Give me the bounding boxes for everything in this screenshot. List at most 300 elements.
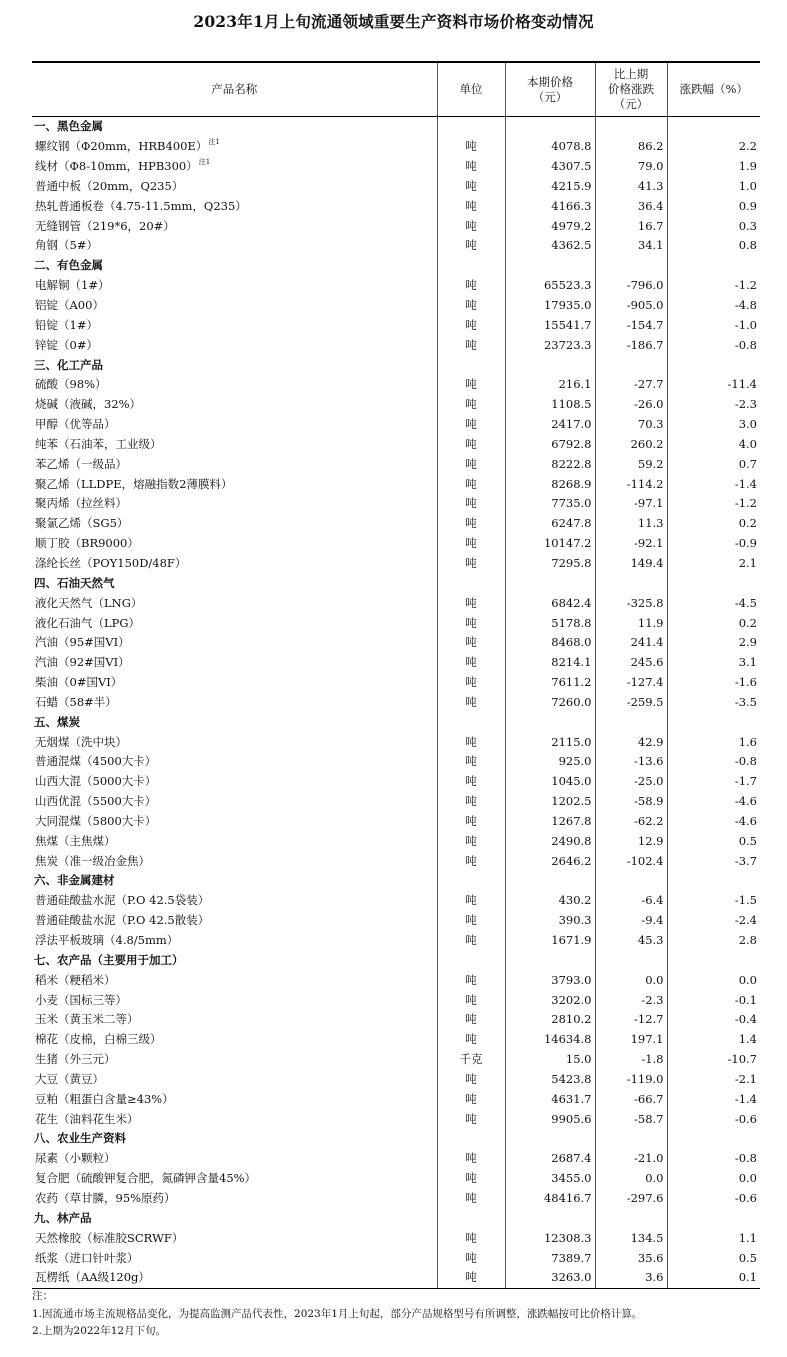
table-row <box>32 812 760 832</box>
note-2: 2.上期为2022年12月下旬。 <box>32 1325 167 1337</box>
table-row <box>32 911 760 931</box>
category-name: 三、化工产品 <box>32 355 437 375</box>
change-percent-cell: -1.2 <box>734 496 757 511</box>
price-change-cell: -154.7 <box>595 315 667 335</box>
empty-cell <box>667 1208 760 1228</box>
empty-cell <box>437 1129 505 1149</box>
price-change-cell: -26.0 <box>595 395 667 415</box>
header-current-price-line1: 本期价格 <box>527 74 573 89</box>
unit-cell: 吨 <box>437 990 505 1010</box>
empty-cell <box>667 573 760 593</box>
price-change-cell: -297.6 <box>595 1189 667 1209</box>
table-row <box>32 673 760 693</box>
unit-cell: 吨 <box>437 1228 505 1248</box>
category-name: 八、农业生产资料 <box>32 1129 437 1149</box>
empty-cell <box>437 573 505 593</box>
table-row <box>32 1030 760 1050</box>
price-change-cell: 149.4 <box>595 554 667 574</box>
price-change-cell: -1.8 <box>595 1050 667 1070</box>
change-percent-cell: 0.2 <box>738 516 757 531</box>
change-percent-cell: -11.4 <box>727 377 757 392</box>
table-row <box>32 276 760 296</box>
table-row <box>32 1268 760 1288</box>
product-name-cell <box>32 137 437 157</box>
table-row <box>32 454 760 474</box>
table-row <box>32 296 760 316</box>
change-percent-cell: -0.8 <box>734 337 757 352</box>
product-name: 大豆（黄豆） <box>35 1071 104 1086</box>
product-name: 烧碱（液碱，32%） <box>35 397 142 412</box>
price-change-cell: 12.9 <box>595 831 667 851</box>
product-name: 生猪（外三元） <box>35 1052 116 1067</box>
current-price-cell: 3202.0 <box>505 990 595 1010</box>
current-price-cell: 65523.3 <box>505 276 595 296</box>
unit-cell: 吨 <box>437 1169 505 1189</box>
product-name-cell <box>32 772 437 792</box>
current-price-cell: 8268.9 <box>505 474 595 494</box>
change-percent-cell: 3.0 <box>738 417 757 432</box>
change-percent-cell: -2.4 <box>734 913 757 928</box>
table-row <box>32 891 760 911</box>
empty-cell <box>667 355 760 375</box>
current-price-cell: 14634.8 <box>505 1030 595 1050</box>
product-name-cell <box>32 1070 437 1090</box>
change-percent-cell: 0.1 <box>667 1268 760 1288</box>
product-name-cell <box>32 554 437 574</box>
change-percent-cell: -0.6 <box>734 1190 757 1205</box>
product-name-cell <box>32 1189 437 1209</box>
table-row <box>32 1189 760 1209</box>
table-row <box>32 653 760 673</box>
unit-cell: 吨 <box>437 395 505 415</box>
unit-cell: 吨 <box>437 375 505 395</box>
price-change-cell: -127.4 <box>595 673 667 693</box>
price-change-cell: 70.3 <box>595 415 667 435</box>
product-name: 农药（草甘膦，95%原药） <box>35 1190 176 1205</box>
empty-cell <box>595 256 667 276</box>
change-percent-cell: 0.7 <box>738 456 757 471</box>
product-name-cell <box>32 891 437 911</box>
change-percent-cell: -1.2 <box>734 278 757 293</box>
empty-cell <box>505 950 595 970</box>
product-name-cell <box>32 494 437 514</box>
product-name: 浮法平板玻璃（4.8/5mm） <box>35 933 179 948</box>
price-change-cell: -62.2 <box>595 812 667 832</box>
unit-cell: 吨 <box>437 673 505 693</box>
price-table <box>32 61 760 1289</box>
product-name: 普通中板（20mm，Q235） <box>35 178 184 193</box>
change-percent-cell: -4.5 <box>734 595 757 610</box>
price-change-cell: -12.7 <box>595 1010 667 1030</box>
price-change-cell: 16.7 <box>595 216 667 236</box>
price-change-cell: -114.2 <box>595 474 667 494</box>
category-row <box>32 871 760 891</box>
current-price-cell: 7389.7 <box>505 1248 595 1268</box>
product-name: 复合肥（硫酸钾复合肥，氮磷钾含量45%） <box>35 1171 257 1186</box>
product-name: 尿素（小颗粒） <box>35 1151 116 1166</box>
change-percent-cell: -1.7 <box>734 774 757 789</box>
empty-cell <box>595 355 667 375</box>
current-price-cell: 1267.8 <box>505 812 595 832</box>
current-price-cell: 1108.5 <box>505 395 595 415</box>
current-price-cell: 23723.3 <box>505 335 595 355</box>
product-name-cell <box>32 236 437 256</box>
price-change-cell: -58.9 <box>595 792 667 812</box>
price-change-cell: -905.0 <box>595 296 667 316</box>
product-name-cell <box>32 276 437 296</box>
unit-cell: 吨 <box>437 415 505 435</box>
table-body <box>32 117 760 1289</box>
product-name: 锌锭（0#） <box>35 337 98 352</box>
price-change-cell: -325.8 <box>595 593 667 613</box>
table-row <box>32 435 760 455</box>
price-change-cell: -97.1 <box>595 494 667 514</box>
change-percent-cell: 2.2 <box>738 139 757 154</box>
product-name-cell <box>32 1050 437 1070</box>
product-name-cell <box>32 990 437 1010</box>
current-price-cell: 6842.4 <box>505 593 595 613</box>
price-change-cell: -66.7 <box>595 1089 667 1109</box>
table-row <box>32 692 760 712</box>
unit-cell: 吨 <box>437 1089 505 1109</box>
header-price-change-line3: （元） <box>613 97 649 111</box>
table-row <box>32 554 760 574</box>
product-name: 聚氯乙烯（SG5） <box>35 516 129 531</box>
product-name-cell <box>32 792 437 812</box>
unit-cell: 吨 <box>437 653 505 673</box>
table-row <box>32 1010 760 1030</box>
table-row <box>32 395 760 415</box>
change-percent-cell: -10.7 <box>727 1052 757 1067</box>
unit-cell: 吨 <box>437 534 505 554</box>
product-name: 电解铜（1#） <box>35 278 110 293</box>
product-name: 焦炭（准一级冶金焦） <box>35 853 150 868</box>
header-unit: 单位 <box>437 62 505 117</box>
category-name: 九、林产品 <box>32 1208 437 1228</box>
product-name: 顺丁胶（BR9000） <box>35 536 139 551</box>
current-price-cell: 4166.3 <box>505 196 595 216</box>
table-row <box>32 335 760 355</box>
product-name: 纸浆（进口针叶浆） <box>35 1250 139 1265</box>
price-change-cell: -13.6 <box>595 752 667 772</box>
unit-cell: 吨 <box>437 732 505 752</box>
product-name-cell <box>32 633 437 653</box>
product-name: 汽油（95#国VI） <box>35 635 130 650</box>
product-name-cell <box>32 514 437 534</box>
unit-cell: 吨 <box>437 315 505 335</box>
change-percent-cell: -1.4 <box>734 476 757 491</box>
change-percent-cell: -0.1 <box>734 992 757 1007</box>
unit-cell: 吨 <box>437 792 505 812</box>
table-row <box>32 1070 760 1090</box>
change-percent-cell: -4.8 <box>734 298 757 313</box>
current-price-cell: 4362.5 <box>505 236 595 256</box>
product-name: 热轧普通板卷（4.75-11.5mm，Q235） <box>35 198 247 213</box>
unit-cell: 吨 <box>437 454 505 474</box>
table-row <box>32 315 760 335</box>
unit-cell: 吨 <box>437 1010 505 1030</box>
product-name: 角钢（5#） <box>35 238 98 253</box>
product-name: 焦煤（主焦煤） <box>35 833 116 848</box>
current-price-cell: 4078.8 <box>505 137 595 157</box>
product-name-cell <box>32 673 437 693</box>
header-price-change-line1: 比上期 <box>613 67 649 81</box>
price-change-cell: 34.1 <box>595 236 667 256</box>
price-change-cell: -102.4 <box>595 851 667 871</box>
product-name-cell <box>32 1109 437 1129</box>
unit-cell: 吨 <box>437 911 505 931</box>
change-percent-cell: 3.1 <box>738 655 757 670</box>
empty-cell <box>437 1208 505 1228</box>
unit-cell: 吨 <box>437 692 505 712</box>
category-name: 四、石油天然气 <box>32 573 437 593</box>
category-row <box>32 1208 760 1228</box>
product-name-cell <box>32 851 437 871</box>
current-price-cell: 2687.4 <box>505 1149 595 1169</box>
table-row <box>32 534 760 554</box>
current-price-cell: 15.0 <box>505 1050 595 1070</box>
product-name: 普通硅酸盐水泥（P.O 42.5散装） <box>35 913 210 928</box>
change-percent-cell: -0.8 <box>734 754 757 769</box>
table-row <box>32 157 760 177</box>
product-name-cell <box>32 177 437 197</box>
table-row <box>32 474 760 494</box>
unit-cell: 吨 <box>437 831 505 851</box>
category-row <box>32 256 760 276</box>
change-percent-cell: -2.1 <box>734 1071 757 1086</box>
product-name: 棉花（皮棉，白棉三级） <box>35 1032 162 1047</box>
unit-cell: 吨 <box>437 514 505 534</box>
category-row <box>32 712 760 732</box>
empty-cell <box>667 712 760 732</box>
change-percent-cell: 1.0 <box>738 178 757 193</box>
unit-cell: 吨 <box>437 613 505 633</box>
product-name: 聚丙烯（拉丝料） <box>35 496 127 511</box>
price-change-cell: 241.4 <box>595 633 667 653</box>
unit-cell: 吨 <box>437 157 505 177</box>
table-row <box>32 792 760 812</box>
current-price-cell: 2115.0 <box>505 732 595 752</box>
price-change-cell: 197.1 <box>595 1030 667 1050</box>
change-percent-cell: -0.9 <box>734 536 757 551</box>
table-row <box>32 196 760 216</box>
page-title: 2023年1月上旬流通领域重要生产资料市场价格变动情况 <box>193 12 594 31</box>
product-name-cell <box>32 415 437 435</box>
empty-cell <box>437 871 505 891</box>
category-name: 二、有色金属 <box>32 256 437 276</box>
price-change-cell: 11.9 <box>595 613 667 633</box>
note-1: 1.因流通市场主流规格品变化，为提高监测产品代表性，2023年1月上旬起，部分产品规格型号有所调整，涨跌幅按可比价格计算。 <box>32 1307 643 1320</box>
product-name-cell <box>32 375 437 395</box>
table-row <box>32 613 760 633</box>
product-name-cell <box>32 752 437 772</box>
empty-cell <box>505 355 595 375</box>
empty-cell <box>505 871 595 891</box>
change-percent-cell: -1.4 <box>734 1091 757 1106</box>
product-name-cell <box>32 911 437 931</box>
change-percent-cell: 2.8 <box>738 933 757 948</box>
product-name-cell <box>32 812 437 832</box>
unit-cell: 吨 <box>437 752 505 772</box>
price-change-cell: -2.3 <box>595 990 667 1010</box>
unit-cell: 吨 <box>437 593 505 613</box>
product-name-cell <box>32 613 437 633</box>
change-percent-cell: 1.4 <box>738 1032 757 1047</box>
unit-cell: 吨 <box>437 494 505 514</box>
empty-cell <box>667 871 760 891</box>
product-name-cell <box>32 395 437 415</box>
change-percent-cell: 0.8 <box>738 238 757 253</box>
price-change-cell: -92.1 <box>595 534 667 554</box>
unit-cell: 吨 <box>437 236 505 256</box>
current-price-cell: 12308.3 <box>505 1228 595 1248</box>
product-name-cell <box>32 692 437 712</box>
table-row <box>32 593 760 613</box>
product-name-cell <box>32 435 437 455</box>
empty-cell <box>505 1208 595 1228</box>
current-price-cell: 7735.0 <box>505 494 595 514</box>
current-price-cell: 4631.7 <box>505 1089 595 1109</box>
product-name-cell <box>32 1149 437 1169</box>
empty-cell <box>595 871 667 891</box>
current-price-cell: 7260.0 <box>505 692 595 712</box>
change-percent-cell: -3.5 <box>734 694 757 709</box>
table-row <box>32 137 760 157</box>
empty-cell <box>505 712 595 732</box>
price-change-cell: -6.4 <box>595 891 667 911</box>
current-price-cell: 4307.5 <box>505 157 595 177</box>
product-name: 液化石油气（LPG） <box>35 615 141 630</box>
change-percent-cell: 0.3 <box>738 218 757 233</box>
current-price-cell: 3455.0 <box>505 1169 595 1189</box>
table-row <box>32 752 760 772</box>
product-name-cell <box>32 1030 437 1050</box>
table-row <box>32 1248 760 1268</box>
price-change-cell: 35.6 <box>595 1248 667 1268</box>
product-name-cell <box>32 1089 437 1109</box>
table-row <box>32 772 760 792</box>
current-price-cell: 6792.8 <box>505 435 595 455</box>
product-name: 线材（Φ8-10mm，HPB300） <box>35 159 198 174</box>
change-percent-cell: 0.5 <box>738 1250 757 1265</box>
current-price-cell: 925.0 <box>505 752 595 772</box>
empty-cell <box>505 1129 595 1149</box>
unit-cell: 吨 <box>437 931 505 951</box>
current-price-cell: 216.1 <box>505 375 595 395</box>
price-change-cell: -186.7 <box>595 335 667 355</box>
unit-cell: 吨 <box>437 137 505 157</box>
product-name: 豆粕（粗蛋白含量≥43%） <box>35 1091 174 1106</box>
current-price-cell: 1671.9 <box>505 931 595 951</box>
unit-cell: 吨 <box>437 1030 505 1050</box>
header-product-name: 产品名称 <box>32 62 437 117</box>
current-price-cell: 15541.7 <box>505 315 595 335</box>
table-row <box>32 970 760 990</box>
header-current-price-line2: （元） <box>532 89 568 104</box>
price-change-cell: 79.0 <box>595 157 667 177</box>
current-price-cell: 9905.6 <box>505 1109 595 1129</box>
category-name: 七、农产品（主要用于加工） <box>32 950 437 970</box>
product-name: 天然橡胶（标准胶SCRWF） <box>35 1230 184 1245</box>
empty-cell <box>437 256 505 276</box>
category-row <box>32 573 760 593</box>
price-change-cell: 11.3 <box>595 514 667 534</box>
unit-cell: 吨 <box>437 970 505 990</box>
product-name: 小麦（国标三等） <box>35 992 127 1007</box>
table-row <box>32 177 760 197</box>
product-name: 无烟煤（洗中块） <box>35 734 127 749</box>
current-price-cell: 2417.0 <box>505 415 595 435</box>
table-header-row <box>32 62 760 117</box>
price-change-cell: 59.2 <box>595 454 667 474</box>
current-price-cell: 2490.8 <box>505 831 595 851</box>
product-name-cell <box>32 653 437 673</box>
product-name-cell <box>32 335 437 355</box>
product-name: 普通硅酸盐水泥（P.O 42.5袋装） <box>35 893 210 908</box>
price-change-cell: 0.0 <box>595 970 667 990</box>
product-name: 大同混煤（5800大卡） <box>35 813 157 828</box>
table-row <box>32 851 760 871</box>
current-price-cell: 390.3 <box>505 911 595 931</box>
table-row <box>32 990 760 1010</box>
unit-cell: 吨 <box>437 196 505 216</box>
product-name-cell <box>32 315 437 335</box>
product-name: 涤纶长丝（POY150D/48F） <box>35 555 187 570</box>
empty-cell <box>505 117 595 137</box>
product-name-cell <box>32 1248 437 1268</box>
change-percent-cell: -4.6 <box>734 813 757 828</box>
current-price-cell: 3263.0 <box>505 1268 595 1288</box>
price-change-cell: 45.3 <box>595 931 667 951</box>
category-name: 六、非金属建材 <box>32 871 437 891</box>
empty-cell <box>595 117 667 137</box>
product-name: 硫酸（98%） <box>35 377 107 392</box>
empty-cell <box>505 256 595 276</box>
category-row <box>32 355 760 375</box>
table-row <box>32 236 760 256</box>
product-name: 普通混煤（4500大卡） <box>35 754 157 769</box>
product-name-cell <box>32 157 437 177</box>
table-row <box>32 375 760 395</box>
product-name-cell <box>32 931 437 951</box>
change-percent-cell: -1.6 <box>734 675 757 690</box>
table-row <box>32 831 760 851</box>
category-name: 五、煤炭 <box>32 712 437 732</box>
product-name-cell <box>32 474 437 494</box>
change-percent-cell: 0.9 <box>738 198 757 213</box>
product-name-cell <box>32 732 437 752</box>
table-row <box>32 1169 760 1189</box>
unit-cell: 吨 <box>437 435 505 455</box>
footnote-marker: 注1 <box>208 138 220 147</box>
price-change-cell: 86.2 <box>595 137 667 157</box>
price-change-cell: -259.5 <box>595 692 667 712</box>
change-percent-cell: -1.5 <box>734 893 757 908</box>
current-price-cell: 4979.2 <box>505 216 595 236</box>
change-percent-cell: -3.7 <box>734 853 757 868</box>
change-percent-cell: -0.4 <box>734 1012 757 1027</box>
price-change-cell: 134.5 <box>595 1228 667 1248</box>
product-name: 山西优混（5500大卡） <box>35 794 157 809</box>
empty-cell <box>437 950 505 970</box>
notes-label: 注： <box>32 1290 53 1302</box>
unit-cell: 吨 <box>437 474 505 494</box>
product-name: 铅锭（1#） <box>35 317 98 332</box>
current-price-cell: 2810.2 <box>505 1010 595 1030</box>
unit-cell: 吨 <box>437 1070 505 1090</box>
unit-cell: 吨 <box>437 812 505 832</box>
product-name-cell <box>32 831 437 851</box>
